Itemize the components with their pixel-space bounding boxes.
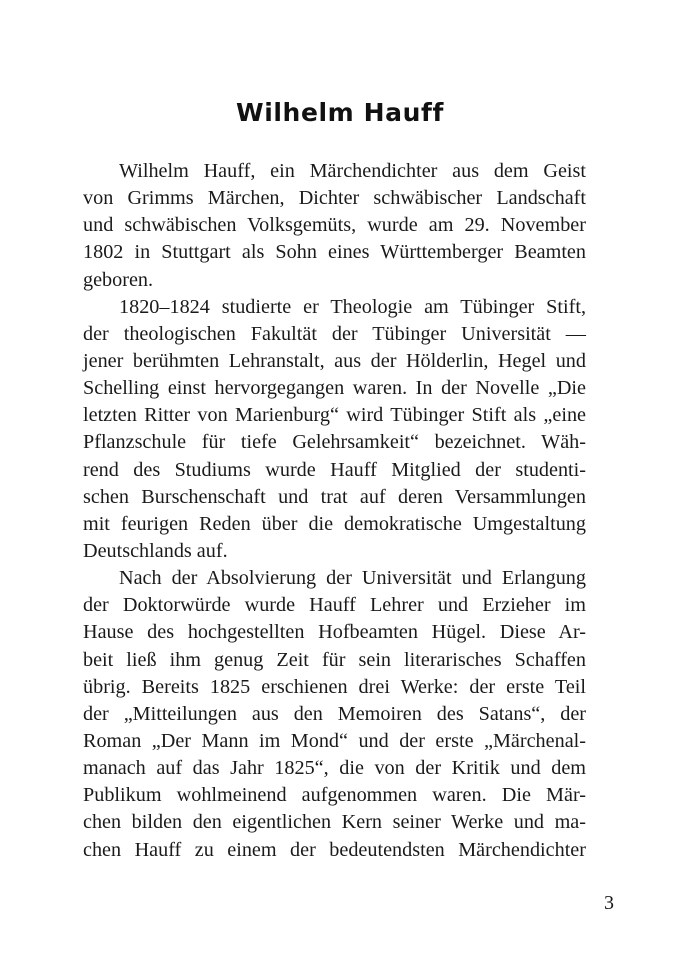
paragraph-2-line-9: mit feurigen Reden über die demokratische Umgestaltung xyxy=(83,512,586,535)
paragraph-2-line-4: Schelling einst hervorgegangen waren. In der Novelle „Die xyxy=(83,377,586,400)
paragraph-2-line-5: letzten Ritter von Marienburg“ wird Tübinger Stift als „eine xyxy=(83,404,586,427)
paragraph-3-line-4: beit ließ ihm genug Zeit für sein literarisches Schaffen xyxy=(83,648,586,671)
page-title: Wilhelm Hauff xyxy=(236,98,444,127)
paragraph-3-line-7: Roman „Der Mann im Mond“ und der erste „Märchenal- xyxy=(83,729,586,752)
paragraph-2-line-2: der theologischen Fakultät der Tübinger Universität — xyxy=(83,322,586,345)
paragraph-1-line-4: 1802 in Stuttgart als Sohn eines Württemberger Beamten xyxy=(83,241,586,264)
paragraph-2-line-6: Pflanzschule für tiefe Gelehrsamkeit“ bezeichnet. Wäh- xyxy=(83,431,586,454)
paragraph-3-line-9: Publikum wohlmeinend aufgenommen waren. Die Mär- xyxy=(83,784,586,807)
paragraph-3-line-10: chen bilden den eigentlichen Kern seiner Werke und ma- xyxy=(83,811,586,834)
paragraph-3-line-11: chen Hauff zu einem der bedeutendsten Märchendichter xyxy=(83,838,586,861)
page-number: 3 xyxy=(604,892,614,914)
paragraph-1-line-1: Wilhelm Hauff, ein Märchendichter aus dem Geist xyxy=(119,160,586,182)
paragraph-1-line-3: und schwäbischen Volksgemüts, wurde am 29. November xyxy=(83,214,586,237)
paragraph-1-line-5: geboren. xyxy=(83,268,154,291)
paragraph-2-line-1: 1820–1824 studierte er Theologie am Tübinger Stift, xyxy=(119,295,586,318)
paragraph-3-line-1: Nach der Absolvierung der Universität und Erlangung xyxy=(119,567,586,590)
paragraph-1-line-2: von Grimms Märchen, Dichter schwäbischer Landschaft xyxy=(83,187,586,210)
paragraph-2-line-3: jener berühmten Lehranstalt, aus der Hölderlin, Hegel und xyxy=(83,349,586,372)
body-text xyxy=(83,158,586,864)
paragraph-2-line-8: schen Burschenschaft und trat auf deren Versammlungen xyxy=(83,485,586,508)
paragraph-2-line-7: rend des Studiums wurde Hauff Mitglied der studenti- xyxy=(83,458,586,481)
paragraph-3-line-6: der „Mitteilungen aus den Memoiren des Satans“, der xyxy=(83,702,586,725)
paragraph-3-line-2: der Doktorwürde wurde Hauff Lehrer und Erzieher im xyxy=(83,594,586,617)
paragraph-2-line-10: Deutschlands auf. xyxy=(83,539,228,562)
paragraph-3-line-3: Hause des hochgestellten Hofbeamten Hügel. Diese Ar- xyxy=(83,621,586,644)
paragraph-3-line-5: übrig. Bereits 1825 erschienen drei Werke: der erste Teil xyxy=(83,675,586,698)
paragraph-3-line-8: manach auf das Jahr 1825“, die von der Kritik und dem xyxy=(83,757,586,780)
